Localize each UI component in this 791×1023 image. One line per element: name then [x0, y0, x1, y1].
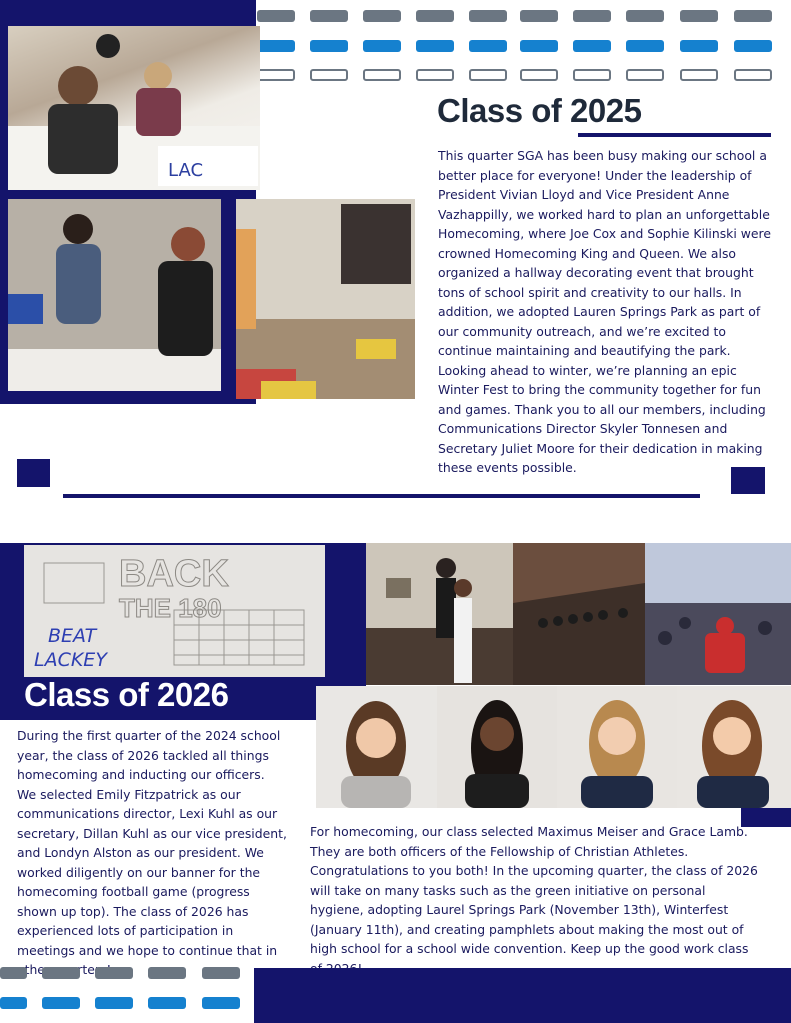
banner-text-lackey: LACKEY: [34, 649, 107, 671]
class-2025-body: This quarter SGA has been busy making our school a better place for everyone! Under the leadership of President Vivian Lloyd and Vice President Anne Vazhappilly, we worked hard to plan an unforgettable Homecoming, where Joe Cox and Sophie Kilinski were crowned Homecoming King and Queen. We also organized a hallway decorating event that brought tons of school spirit and creativity to our halls. In addition, we adopted Lauren Springs Park as part of our community outreach, and we’re excited to continue maintaining and beautifying the park. Looking ahead to winter, we’re planning an epic Winter Fest to bring the community together for fun and games. Thank you to all our members, including Communications Director Skyler Tonnesen and Secretary Juliet Moore for their dedication in making these events possible.: [438, 148, 771, 475]
photo-class-banner: [24, 545, 325, 677]
portrait-officer-4-illustration: [677, 686, 791, 808]
svg-text:LAC: LAC: [168, 160, 204, 181]
portrait-officer-2-illustration: [437, 686, 557, 808]
banner-text-beat: BEAT: [48, 625, 97, 647]
portrait-officer-4: [677, 686, 791, 808]
photo-students-posing: [8, 199, 221, 391]
photo-meeting-room: [645, 543, 791, 685]
photo-hallway-decorating: [236, 199, 415, 399]
class-2026-title: Class of 2026: [24, 676, 229, 713]
photo-students-posing-illustration: [8, 199, 221, 391]
photo-auditorium: [513, 543, 645, 685]
portrait-officer-2: [437, 686, 557, 808]
banner-text-back: BACK: [119, 553, 229, 595]
class-2026-body-left: During the first quarter of the 2024 school year, the class of 2026 tackled all things homecoming and inducting our officers. We selected Emily Fitzpatrick as our communications director, Lexi Kuhl as our secretary, Dillan Kuhl as our vice president, and Londyn Alston as our president. We worked diligently on our banner for the homecoming football game (progress shown up top). The class of 2026 has experienced lots of participation in meetings and we hope to continue that in other quarters!: [17, 728, 287, 977]
portrait-officer-1-illustration: [316, 686, 437, 808]
photo-hallway-illustration: [236, 199, 415, 399]
photo-homecoming-couple-illustration: [366, 543, 513, 685]
photo-banner-painting-illustration: [8, 26, 260, 190]
footer-band: [254, 968, 791, 1023]
portrait-officer-3-illustration: [557, 686, 677, 808]
divider-square-right: [731, 467, 765, 494]
divider-square-left: [17, 459, 50, 487]
photo-meeting-room-illustration: [645, 543, 791, 685]
section-divider-line: [63, 494, 700, 498]
portrait-officer-1: [316, 686, 437, 808]
photo-homecoming-couple: [366, 543, 513, 685]
banner-text-the180: THE 180: [119, 593, 222, 623]
photo-auditorium-illustration: [513, 543, 645, 685]
photo-banner-painting: [8, 26, 260, 190]
class-2026-body-right: For homecoming, our class selected Maximus Meiser and Grace Lamb. They are both officers of the Fellowship of Christian Athletes. Congratulations to you both! In the upcoming quarter, the class of 2026 will take on many tasks such as the green initiative on personal hygiene, adopting Laurel Springs Park (November 13th), Winterfest (January 11th), and creating pamphlets about making the most out of high school for a school wide convention. Keep up the good work class: [310, 824, 758, 956]
class-2025-title-underline: [578, 133, 771, 137]
portrait-officer-3: [557, 686, 677, 808]
class-2025-title: Class of 2025: [437, 92, 642, 129]
